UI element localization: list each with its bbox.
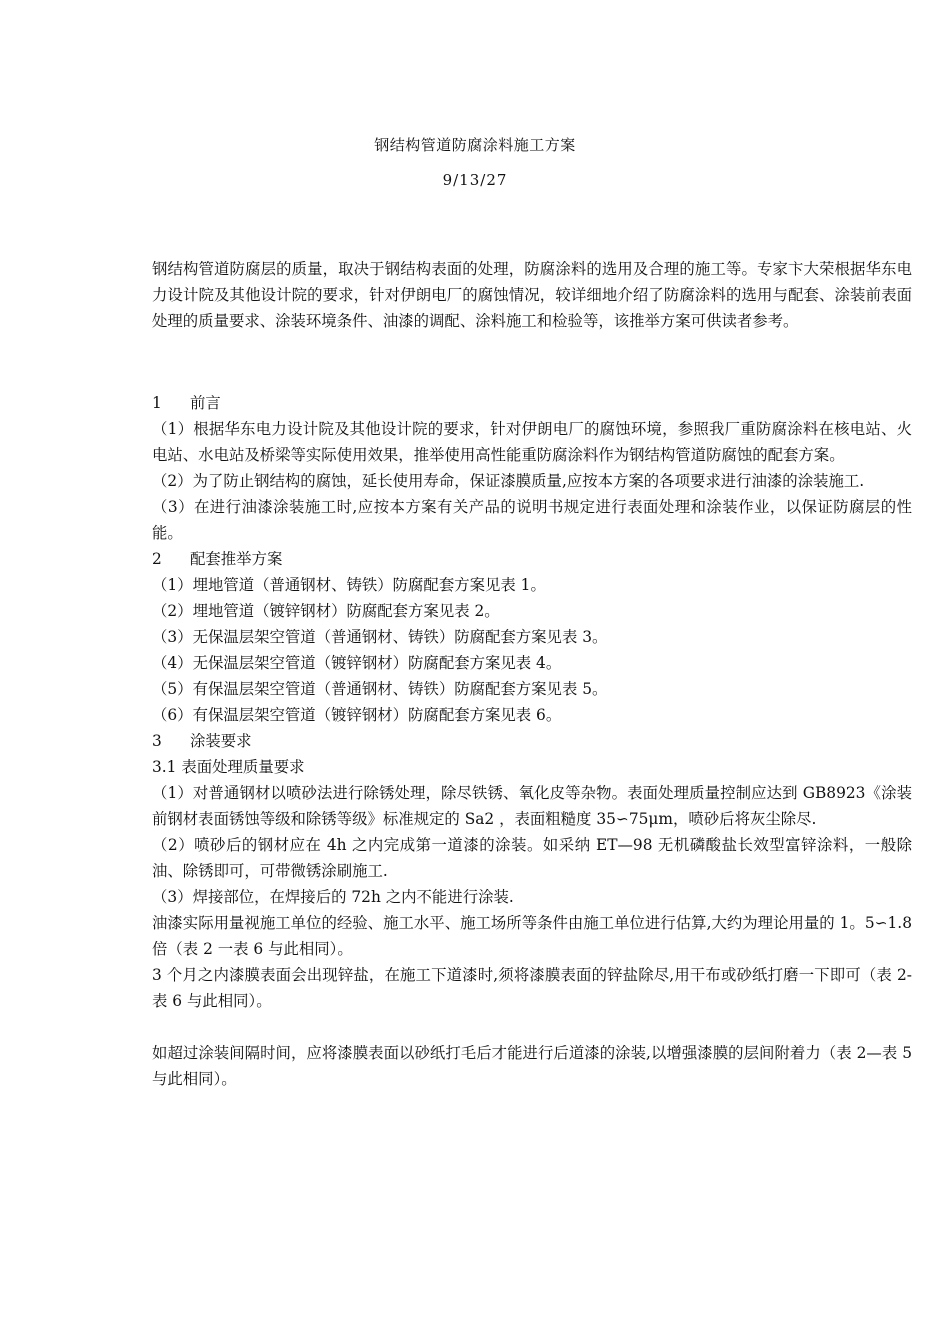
section-heading-1: [152, 390, 912, 416]
list-item: （1）埋地管道（普通钢材、铸铁）防腐配套方案见表 1。: [152, 576, 546, 594]
subsection-heading: 3.1 表面处理质量要求: [152, 758, 305, 776]
section-title: 涂装要求: [190, 732, 252, 750]
list-item: （6）有保温层架空管道（镀锌钢材）防腐配套方案见表 6。: [152, 706, 562, 724]
list-item: （2）埋地管道（镀锌钢材）防腐配套方案见表 2。: [152, 602, 500, 620]
paragraph: （3）焊接部位，在焊接后的 72h 之内不能进行涂装.: [152, 888, 514, 906]
document-body: [152, 256, 912, 1092]
section-heading-2: [152, 546, 912, 572]
section-heading-3: [152, 728, 912, 754]
section-title: 配套推举方案: [190, 550, 283, 568]
document-title: 钢结构管道防腐涂料施工方案: [374, 136, 576, 154]
section-number: 1: [152, 394, 162, 412]
paragraph: （3）在进行油漆涂装施工时,应按本方案有关产品的说明书规定进行表面处理和涂装作业，以保证防腐层的性能。: [152, 498, 912, 542]
document-date: 9/13/27: [442, 171, 508, 189]
paragraph: （2）喷砂后的钢材应在 4h 之内完成第一道漆的涂装。如采纳 ET—98 无机磷酸盐长效型富锌涂料，一般除油、除锈即可，可带微锈涂刷施工.: [152, 836, 912, 880]
section-title: 前言: [190, 394, 221, 412]
closing-paragraph: 如超过涂装间隔时间，应将漆膜表面以砂纸打毛后才能进行后道漆的涂装,以增强漆膜的层间附着力（表 2—表 5 与此相同）。: [152, 1044, 912, 1088]
paragraph: （1）根据华东电力设计院及其他设计院的要求，针对伊朗电厂的腐蚀环境，参照我厂重防腐涂料在核电站、火电站、水电站及桥梁等实际使用效果，推举使用高性能重防腐涂料作为钢结构管道防腐蚀的配套方案。: [152, 420, 912, 464]
paragraph: （2）为了防止钢结构的腐蚀，延长使用寿命，保证漆膜质量,应按本方案的各项要求进行油漆的涂装施工.: [152, 472, 865, 490]
paragraph: 油漆实际用量视施工单位的经验、施工水平、施工场所等条件由施工单位进行估算,大约为理论用量的 1。5∽1.8 倍（表 2 一表 6 与此相同）。: [152, 914, 912, 958]
list-item: （4）无保温层架空管道（镀锌钢材）防腐配套方案见表 4。: [152, 654, 562, 672]
section-number: 2: [152, 550, 162, 568]
abstract-paragraph: 钢结构管道防腐层的质量，取决于钢结构表面的处理，防腐涂料的选用及合理的施工等。专家卞大荣根据华东电力设计院及其他设计院的要求，针对伊朗电厂的腐蚀情况，较详细地介绍了防腐涂料的选用与配套、涂装前表面处理的质量要求、涂装环境条件、油漆的调配、涂料施工和检验等，该推举方案可供读者参考。: [152, 260, 912, 330]
section-number: 3: [152, 732, 162, 750]
list-item: （3）无保温层架空管道（普通钢材、铸铁）防腐配套方案见表 3。: [152, 628, 608, 646]
paragraph: （1）对普通钢材以喷砂法进行除锈处理，除尽铁锈、氧化皮等杂物。表面处理质量控制应达到 GB8923《涂装前钢材表面锈蚀等级和除锈等级》标准规定的 Sa2 ，表面粗糙度 35∽75μm，喷砂后将灰尘除尽.: [152, 784, 912, 828]
list-item: （5）有保温层架空管道（普通钢材、铸铁）防腐配套方案见表 5。: [152, 680, 608, 698]
paragraph: 3 个月之内漆膜表面会出现锌盐，在施工下道漆时,须将漆膜表面的锌盐除尽,用干布或砂纸打磨一下即可（表 2-表 6 与此相同）。: [152, 966, 912, 1010]
